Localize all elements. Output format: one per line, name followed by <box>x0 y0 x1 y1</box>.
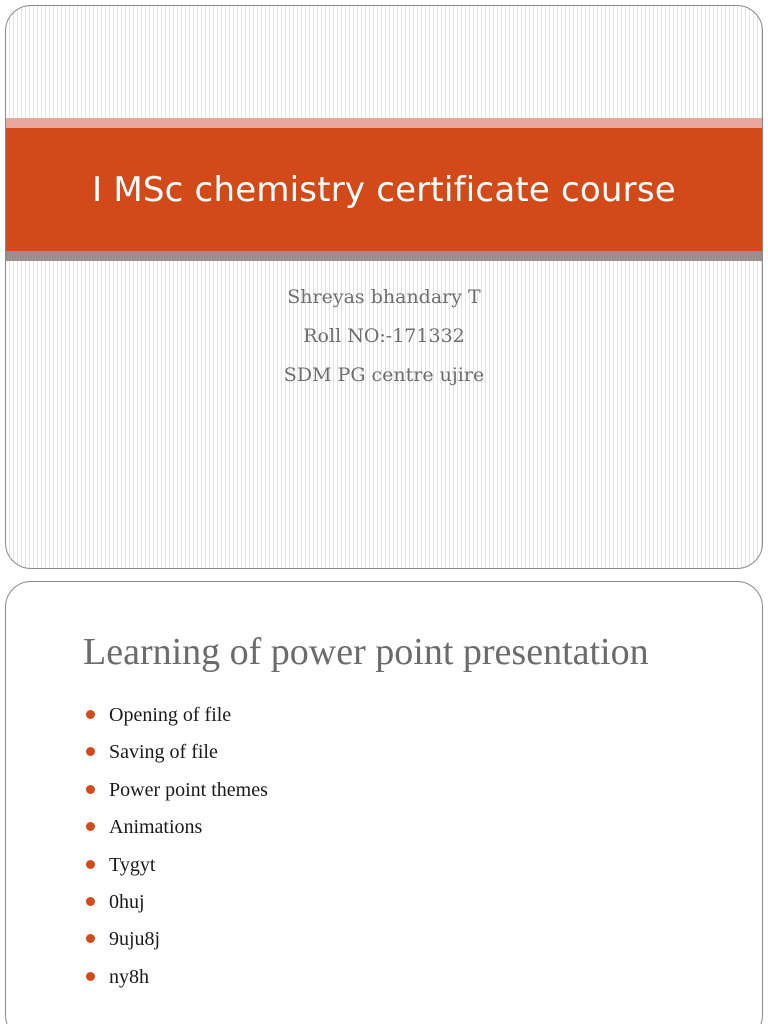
author-name: Shreyas bhandary T <box>287 286 481 308</box>
list-item <box>82 851 268 888</box>
list-item <box>82 925 268 962</box>
bullet-dot-icon <box>86 710 95 719</box>
bullet-text: Tygyt <box>109 853 156 876</box>
bullet-text: ny8h <box>109 965 149 988</box>
bullet-text: Power point themes <box>109 778 268 801</box>
title-accent-stripe-bottom <box>6 251 762 261</box>
title-band <box>6 128 762 251</box>
bullet-text: Saving of file <box>109 741 218 764</box>
roll-number: Roll NO:-171332 <box>303 325 465 347</box>
bullet-dot-icon <box>86 747 95 756</box>
slide-title: I MSc chemistry certificate course <box>92 169 676 210</box>
bullet-text: Opening of file <box>109 704 232 726</box>
bullet-dot-icon <box>86 785 95 794</box>
institution: SDM PG centre ujire <box>283 364 485 386</box>
list-item <box>82 813 268 850</box>
bullet-dot-icon <box>86 972 95 981</box>
title-slide <box>5 5 763 569</box>
list-item <box>82 963 268 1000</box>
content-slide <box>5 581 763 1024</box>
list-item <box>82 888 268 925</box>
bullet-text: 0huj <box>109 890 145 913</box>
bullet-dot-icon <box>86 897 95 906</box>
bullet-text: Animations <box>109 816 203 839</box>
bullet-list <box>82 701 268 1000</box>
bullet-dot-icon <box>86 934 95 943</box>
title-accent-stripe-top <box>6 118 762 128</box>
bullet-dot-icon <box>86 860 95 869</box>
list-item <box>82 776 268 813</box>
bullet-dot-icon <box>86 822 95 831</box>
bullet-text: 9uju8j <box>109 928 161 951</box>
content-slide-title: Learning of power point presentation <box>83 631 649 673</box>
subtitle-block <box>6 278 762 395</box>
list-item <box>82 738 268 775</box>
list-item <box>82 701 268 738</box>
